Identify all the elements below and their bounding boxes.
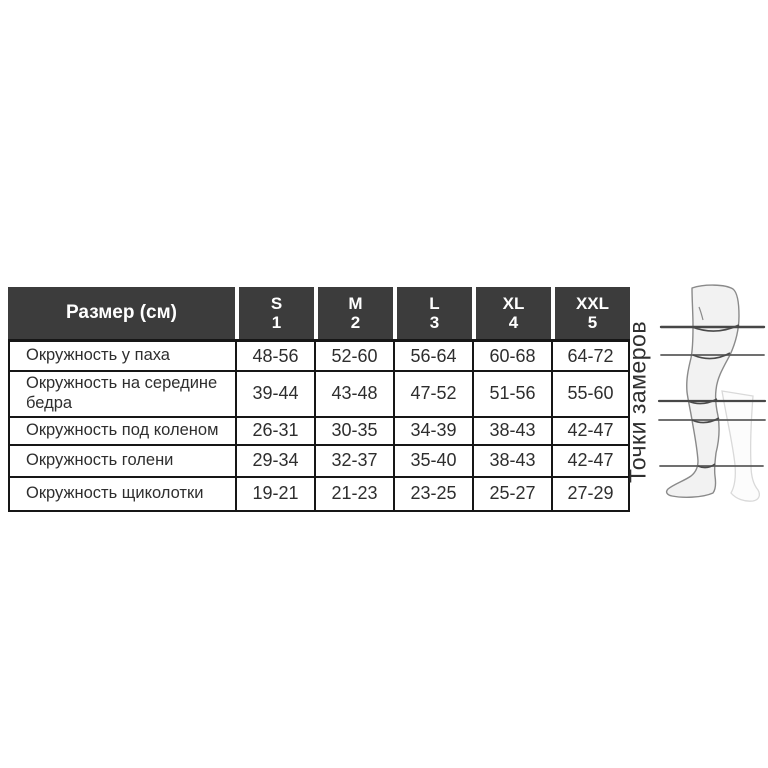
size-table bbox=[8, 287, 630, 512]
header-cell-size-s bbox=[235, 287, 314, 339]
cell-value: 43-48 bbox=[314, 372, 393, 416]
table-row-ankle bbox=[10, 476, 628, 510]
leg-measurement-diagram bbox=[628, 276, 768, 514]
size-number: 3 bbox=[429, 313, 440, 332]
cell-value: 34-39 bbox=[393, 418, 472, 444]
cell-value: 47-52 bbox=[393, 372, 472, 416]
cell-value: 21-23 bbox=[314, 478, 393, 510]
cell-value: 30-35 bbox=[314, 418, 393, 444]
size-letter: L bbox=[429, 293, 440, 313]
row-label: Окружность щиколотки bbox=[26, 483, 204, 502]
cell-value: 39-44 bbox=[235, 372, 314, 416]
size-letter: M bbox=[348, 293, 363, 313]
cell-value: 55-60 bbox=[551, 372, 628, 416]
row-label: Окружность у паха bbox=[26, 346, 170, 365]
size-letter: XL bbox=[502, 293, 525, 313]
cell-value: 48-56 bbox=[235, 342, 314, 370]
cell-value: 32-37 bbox=[314, 446, 393, 476]
size-letter: S bbox=[270, 293, 283, 313]
cell-value: 25-27 bbox=[472, 478, 551, 510]
cell-value: 38-43 bbox=[472, 418, 551, 444]
table-row-groin bbox=[10, 342, 628, 370]
cell-value: 42-47 bbox=[551, 418, 628, 444]
row-label: Окружность на середине бедра bbox=[26, 374, 218, 412]
row-label: Окружность под коленом bbox=[26, 420, 219, 439]
table-header-row bbox=[8, 287, 630, 339]
table-body bbox=[8, 339, 630, 512]
size-number: 5 bbox=[587, 313, 598, 332]
size-number: 1 bbox=[271, 313, 282, 332]
table-row-mid-thigh bbox=[10, 370, 628, 416]
ghost-leg-icon bbox=[722, 391, 759, 501]
size-number: 4 bbox=[508, 313, 519, 332]
table-row-below-knee bbox=[10, 416, 628, 444]
size-letter: XXL bbox=[575, 293, 610, 313]
header-cell-size-l bbox=[393, 287, 472, 339]
header-cell-size-m bbox=[314, 287, 393, 339]
cell-value: 27-29 bbox=[551, 478, 628, 510]
cell-value: 42-47 bbox=[551, 446, 628, 476]
cell-value: 23-25 bbox=[393, 478, 472, 510]
cell-value: 38-43 bbox=[472, 446, 551, 476]
cell-value: 26-31 bbox=[235, 418, 314, 444]
cell-value: 51-56 bbox=[472, 372, 551, 416]
cell-value: 56-64 bbox=[393, 342, 472, 370]
row-label: Окружность голени bbox=[26, 450, 174, 469]
cell-value: 35-40 bbox=[393, 446, 472, 476]
cell-value: 64-72 bbox=[551, 342, 628, 370]
cell-value: 60-68 bbox=[472, 342, 551, 370]
table-row-calf bbox=[10, 444, 628, 476]
size-title: Размер (см) bbox=[66, 302, 177, 324]
cell-value: 52-60 bbox=[314, 342, 393, 370]
cell-value: 19-21 bbox=[235, 478, 314, 510]
cell-value: 29-34 bbox=[235, 446, 314, 476]
header-cell-size-xl bbox=[472, 287, 551, 339]
header-cell-size-xxl bbox=[551, 287, 630, 339]
figure-caption-vertical: Точки замеров bbox=[624, 320, 651, 484]
header-cell-size-label bbox=[8, 287, 235, 339]
size-number: 2 bbox=[350, 313, 361, 332]
